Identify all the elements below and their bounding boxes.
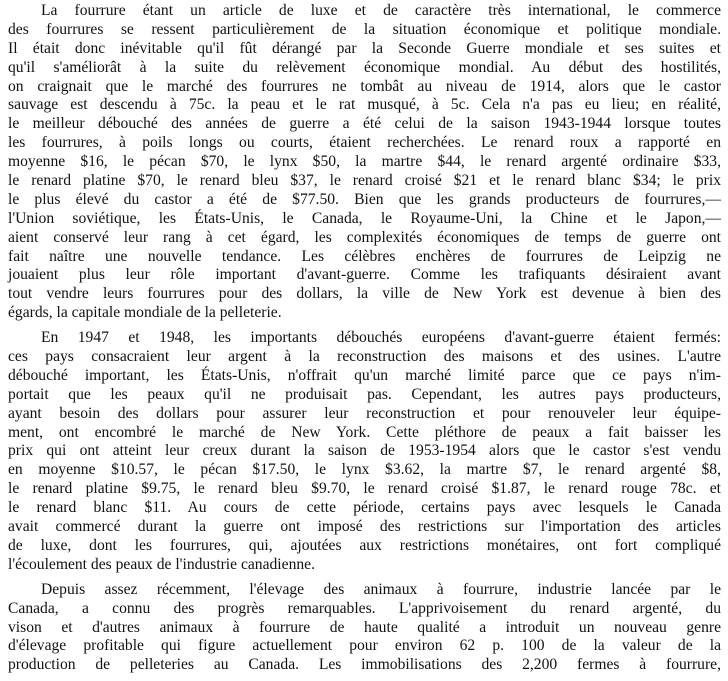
text-line: sauvage est descendu à 75c. la peau et le rat musqué, à 5c. Cela n'a pas eu lieu; en réalité, [8, 96, 721, 114]
text-line: prix qui ont atteint leur creux durant la saison de 1953-1954 alors que le castor s'est vendu [8, 442, 721, 460]
paragraph-fur-trade-history [8, 2, 721, 323]
text-line: Canada, a connu des progrès remarquables. L'apprivoisement du renard argenté, du [8, 599, 721, 617]
text-line: le plus élevé du castor a été de $77.50. Bien que les grands producteurs de fourrures,— [8, 190, 721, 208]
text-line: moyenne $16, le pécan $70, le lynx $50, la martre $44, le renard argenté ordinaire $33, [8, 153, 721, 171]
text-line: ayant besoin des dollars pour assurer leur reconstruction et pour renouveler leur équipe- [8, 404, 721, 422]
text-line: vison et d'autres animaux à fourrure de haute qualité a introduit un nouveau genre [8, 618, 721, 636]
text-line: tout vendre leurs fourrures pour des dollars, la ville de New York est devenue à bien des [8, 285, 721, 303]
text-line: jouaient plus leur rôle important d'avant-guerre. Comme les trafiquants désiraient avant [8, 266, 721, 284]
text-line: Il était donc inévitable qu'il fût dérangé par la Seconde Guerre mondiale et ses suites et [8, 39, 721, 57]
text-line: Depuis assez récemment, l'élevage des animaux à fourrure, industrie lancée par le [41, 580, 721, 598]
text-line: production de pelleteries au Canada. Les immobilisations des 2,200 fermes à fourrure, [8, 656, 721, 674]
text-line: d'élevage profitable qui figure actuellement pour environ 62 p. 100 de la valeur de la [8, 637, 721, 655]
text-line: En 1947 et 1948, les importants débouchés européens d'avant-guerre étaient fermés: [41, 329, 721, 347]
text-line: l'Union soviétique, les États-Unis, le Canada, le Royaume-Uni, la Chine et le Japon,— [8, 209, 721, 227]
paragraph-fur-farming [8, 581, 721, 675]
text-line: le renard blanc $11. Au cours de cette période, certains pays avec lesquels le Canada [8, 499, 721, 517]
text-line: égards, la capitale mondiale de la pelleterie. [8, 304, 282, 322]
text-line: portait que les peaux qu'il ne produisait pas. Cependant, les autres pays producteurs, [8, 385, 721, 403]
text-line: les fourrures, à poils longs ou courts, étaient recherchées. Le renard roux a rapporté en [8, 134, 721, 152]
text-line: des fourrures se ressent particulièrement de la situation économique et politique mondiale. [8, 20, 721, 38]
text-line: qu'il s'améliorât à la suite du relèvement économique mondial. Au début des hostilités, [8, 58, 721, 76]
document-body [8, 2, 721, 681]
text-line: fait naître une nouvelle tendance. Les célèbres enchères de fourrures de Leipzig ne [8, 247, 721, 265]
text-line: le renard platine $70, le renard bleu $37, le renard croisé $21 et le renard blanc $34; le prix [8, 172, 721, 190]
text-line: ces pays consacraient leur argent à la reconstruction des maisons et des usines. L'autre [8, 348, 721, 366]
text-line: aient conservé leur rang à cet égard, les complexités économiques de temps de guerre ont [8, 228, 721, 246]
text-line: de luxe, dont les fourrures, qui, ajoutées aux restrictions monétaires, ont fort compliqué [8, 536, 721, 554]
text-line: débouché important, les États-Unis, n'offrait qu'un marché limité parce que ce pays n'im- [8, 366, 721, 384]
text-line: le meilleur débouché des années de guerre a été celui de la saison 1943-1944 lorsque toutes [8, 115, 721, 133]
text-line: La fourrure étant un article de luxe et de caractère très international, le commerce [41, 2, 721, 19]
text-line: avait commercé durant la guerre ont imposé des restrictions sur l'importation des articles [8, 518, 721, 536]
text-line: le renard platine $9.75, le renard bleu $9.70, le renard croisé $1.87, le renard rouge 78c. et [8, 480, 721, 498]
text-line: l'écoulement des peaux de l'industrie canadienne. [8, 555, 315, 573]
text-line: ment, ont encombré le marché de New York. Cette pléthore de peaux a fait baisser les [8, 423, 721, 441]
text-line: en moyenne $10.57, le pécan $17.50, le lynx $3.62, la martre $7, le renard argenté $8, [8, 461, 721, 479]
text-line: on craignait que le marché des fourrures ne tombât au niveau de 1914, alors que le castor [8, 77, 721, 95]
paragraph-postwar-market [8, 329, 721, 575]
